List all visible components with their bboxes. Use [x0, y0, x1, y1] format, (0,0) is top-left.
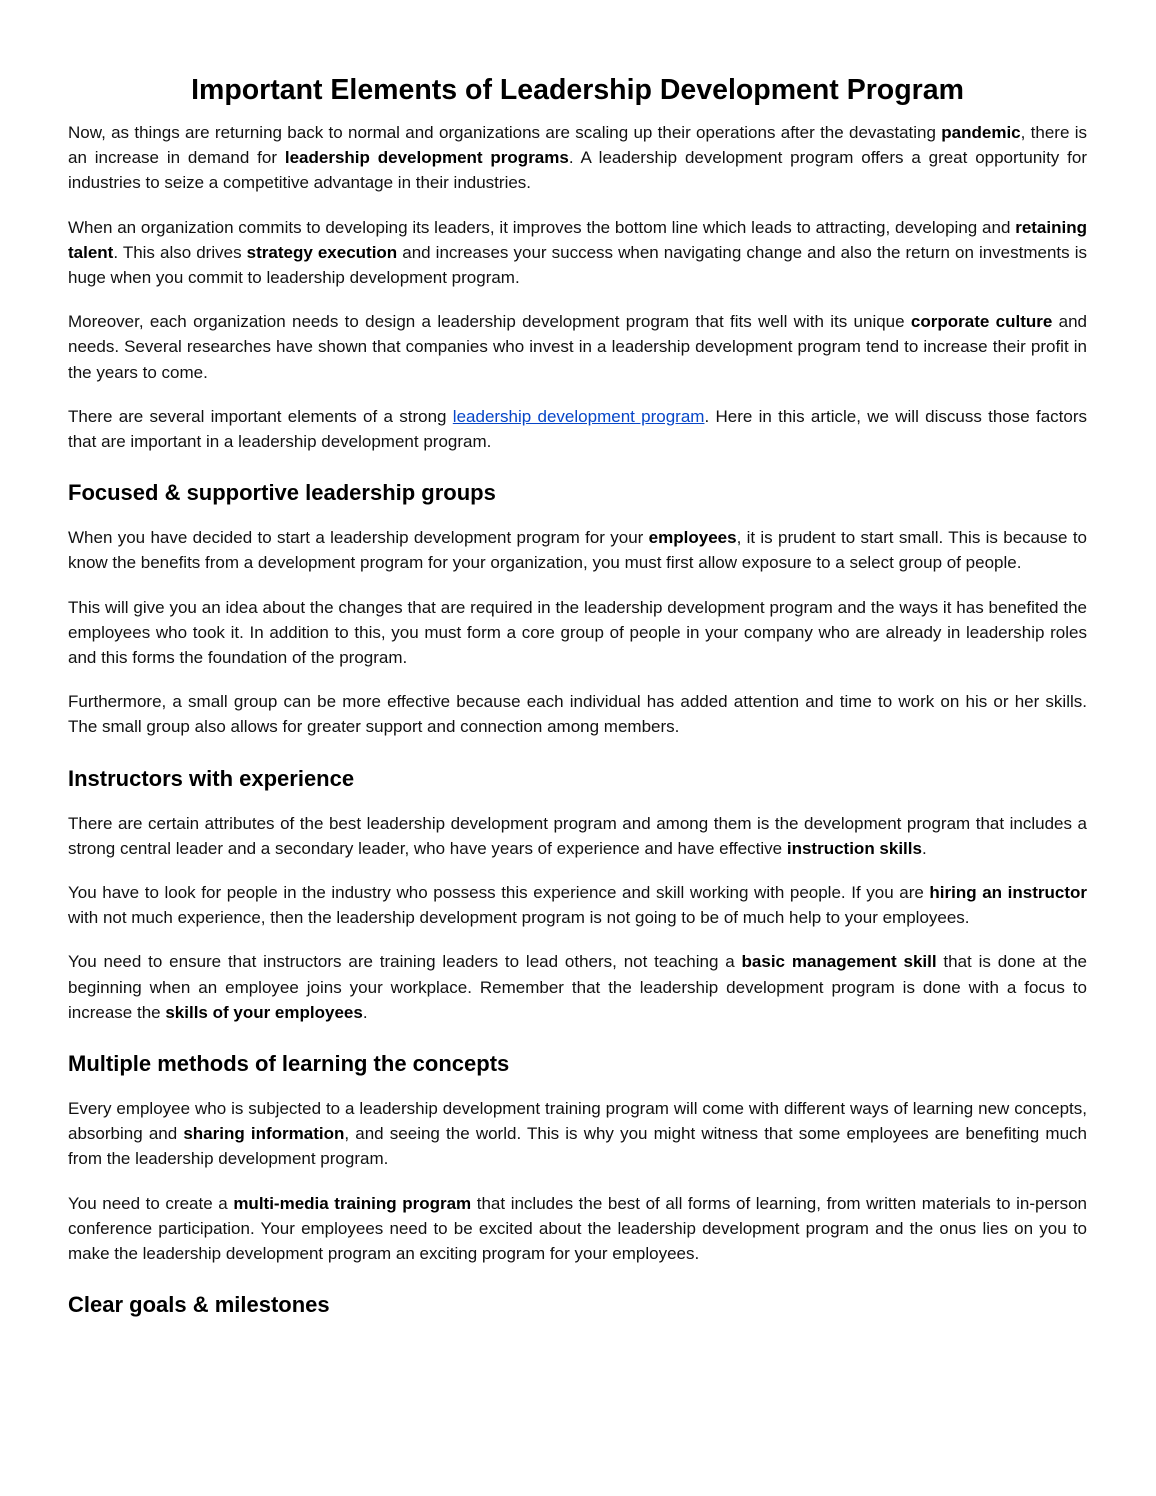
text-run: . Here in this article, we will discuss those factors that are important in a leadership development program.: [68, 406, 1087, 452]
paragraph: [68, 120, 1087, 196]
text-run: Furthermore, a small group can be more effective because each individual has added attention and time to work on his or her skills. The small group also allows for greater support and connection among members.: [68, 692, 1087, 737]
bold-phrase: retaining talent: [68, 217, 1087, 262]
paragraph: [68, 1096, 1087, 1172]
paragraph: [68, 1191, 1087, 1267]
section-heading: Instructors with experience: [68, 765, 355, 791]
text-run: , there is an increase in demand for: [68, 123, 1087, 168]
text-run: . A leadership development program offers a great opportunity for industries to seize a competitive advantage in their industries.: [68, 148, 1087, 193]
bold-phrase: corporate culture: [910, 312, 1053, 332]
section-heading: Multiple methods of learning the concepts: [68, 1051, 510, 1077]
text-run: , it is prudent to start small. This is because to know the benefits from a development program for your organization, you must first allow exposure to a select group of people.: [68, 528, 1088, 573]
paragraph: [68, 811, 1087, 861]
text-run: You need to create a: [68, 1193, 234, 1213]
paragraph: [68, 880, 1087, 930]
bold-phrase: sharing information: [183, 1124, 345, 1144]
text-run: Every employee who is subjected to a leadership development training program will come with different ways of learning new concepts, absorbing and: [68, 1099, 1087, 1144]
paragraph: [68, 215, 1087, 291]
text-run: , and seeing the world. This is why you might witness that some employees are benefiting much from the leadership development program.: [68, 1124, 1087, 1169]
document-page: [68, 70, 1087, 1337]
bold-phrase: leadership development programs: [284, 148, 569, 168]
paragraph: [68, 595, 1087, 671]
text-run: This will give you an idea about the changes that are required in the leadership development program and the ways it has benefited the employees who took it. In addition to this, you must form a core group of people in your company who are already in leadership roles and this forms the foundation of the program.: [68, 597, 1087, 668]
text-run: When you have decided to start a leadership development program for your: [68, 528, 649, 548]
text-run: You have to look for people in the industry who possess this experience and skill working with people. If you are: [68, 883, 930, 903]
text-run: that includes the best of all forms of learning, from written materials to in-person conference participation. Your employees need to be excited about the leadership development program and the onus lies on you to make the leadership development program an exciting program for your employees.: [68, 1193, 1087, 1264]
bold-phrase: basic management skill: [741, 952, 937, 972]
bold-phrase: pandemic: [941, 123, 1021, 142]
bold-phrase: hiring an instructor: [929, 883, 1087, 903]
text-run: Moreover, each organization needs to design a leadership development program that fits well with its unique: [68, 312, 911, 332]
text-run: Now, as things are returning back to normal and organizations are scaling up their operations after the devastating: [68, 123, 942, 142]
bold-phrase: skills of your employees: [165, 1002, 363, 1022]
paragraph: [68, 949, 1087, 1025]
bold-phrase: instruction skills: [786, 838, 922, 858]
section-heading: Clear goals & milestones: [68, 1292, 330, 1318]
paragraph: [68, 404, 1087, 454]
bold-phrase: employees: [648, 528, 737, 548]
section-heading: Focused & supportive leadership groups: [68, 480, 496, 506]
bold-phrase: strategy execution: [246, 242, 398, 262]
document-body: [68, 120, 1087, 1320]
text-run: and increases your success when navigating change and also the return on investments is huge when you commit to leadership development program.: [68, 242, 1087, 288]
text-run: When an organization commits to developing its leaders, it improves the bottom line which leads to attracting, developing and: [68, 217, 1016, 237]
paragraph: [68, 689, 1087, 739]
text-run: and needs. Several researches have shown that companies who invest in a leadership development program tend to increase their profit in the years to come.: [68, 312, 1087, 382]
text-run: with not much experience, then the leadership development program is not going to be of much help to your employees.: [68, 908, 970, 928]
document-title: Important Elements of Leadership Development Program: [191, 74, 964, 106]
text-run: .: [362, 1002, 368, 1022]
inline-link[interactable]: leadership development program: [452, 406, 705, 426]
text-run: There are certain attributes of the best leadership development program and among them is the development program that includes a strong central leader and a secondary leader, who have years of experience and have effective: [68, 813, 1087, 858]
bold-phrase: multi-media training program: [233, 1193, 472, 1213]
paragraph: [68, 309, 1087, 385]
text-run: .: [921, 838, 927, 858]
text-run: that is done at the beginning when an employee joins your workplace. Remember that the leadership development program is done with a focus to increase the: [68, 952, 1087, 1022]
text-run: . This also drives: [113, 242, 247, 262]
text-run: You need to ensure that instructors are training leaders to lead others, not teaching a: [68, 952, 742, 972]
paragraph: [68, 525, 1087, 575]
text-run: There are several important elements of a strong: [68, 406, 453, 426]
